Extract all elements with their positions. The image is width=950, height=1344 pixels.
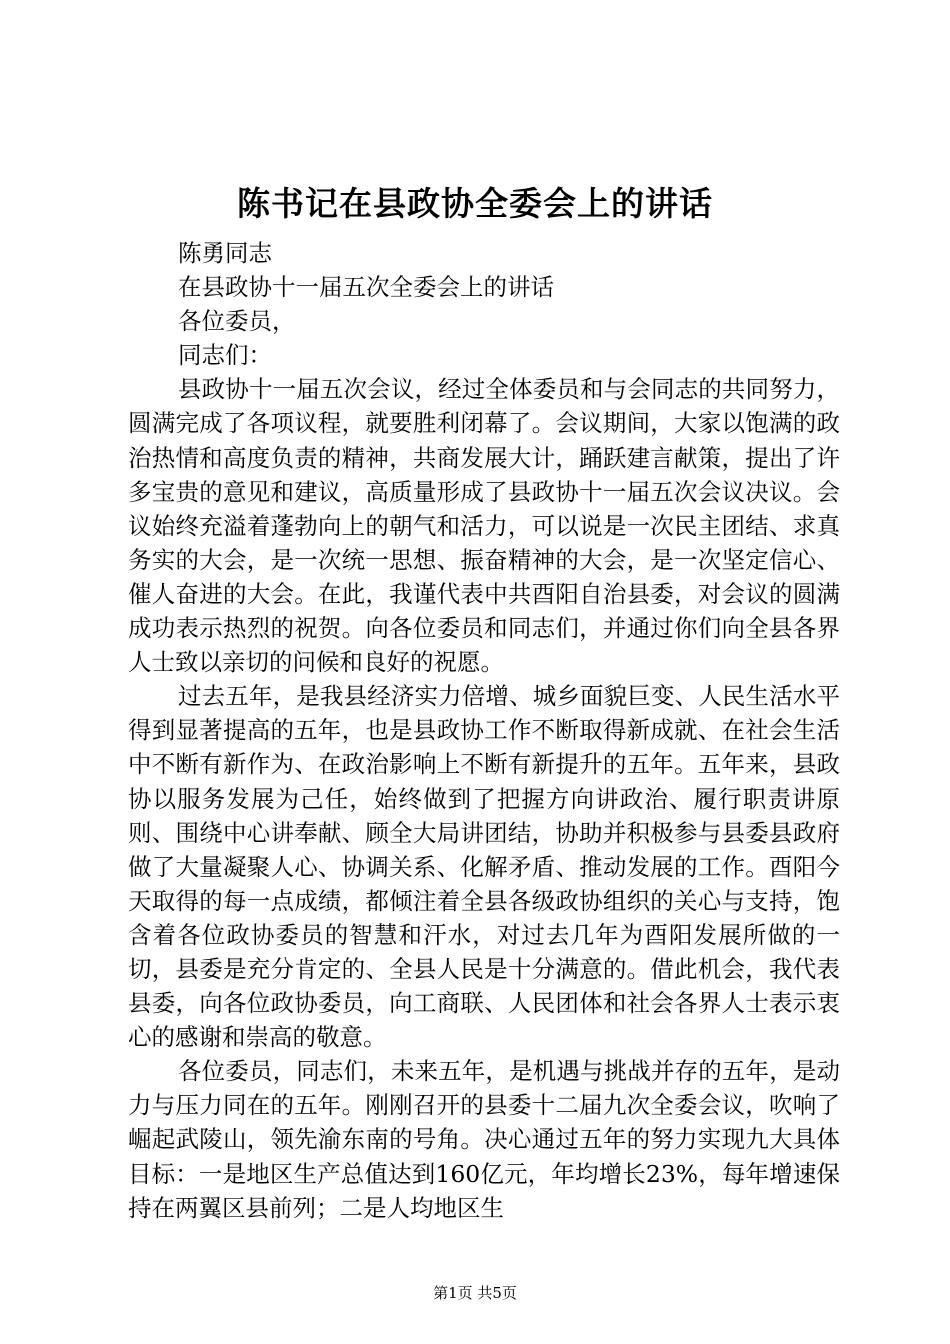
greeting-line-1: 各位委员，	[178, 307, 296, 336]
author-line: 陈勇同志	[178, 239, 272, 267]
paragraph-2: 过去五年，是我县经济实力倍增、城乡面貌巨变、人民生活水平得到显著提高的五年，也是县政协工作不断取得新成就、在社会生活中不断有新作为、在政治影响上不断有新提升的五年。五年来，县政协以服务发展为己任，始终做到了把握方向讲政治、履行职责讲原则、围绕中心讲奉献、顾全大局讲团结，协助并积极参与县委县政府做了大量凝聚人心、协调关系、化解矛盾、推动发展的工作。酉阳今天取得的每一点成绩，都倾注着全县各级政协组织的关心与支持，饱含着各位政协委员的智慧和汗水，对过去几年为酉阳发展所做的一切，县委是充分肯定的、全县人民是十分满意的。借此机会，我代表县委，向各位政协委员，向工商联、人民团体和社会各界人士表示衷心的感谢和崇高的敬意。	[128, 682, 840, 1052]
paragraph-3: 各位委员，同志们，未来五年，是机遇与挑战并存的五年，是动力与压力同在的五年。刚刚召开的县委十二届九次全委会议，吹响了崛起武陵山，领先渝东南的号角。决心通过五年的努力实现九大具体目标：一是地区生产总值达到160亿元，年均增长23%，每年增速保持在两翼区县前列；二是人均地区生	[128, 1057, 840, 1222]
document-body	[128, 236, 840, 1225]
subtitle-line: 在县政协十一届五次全委会上的讲话	[178, 273, 554, 302]
greeting-line-2: 同志们：	[178, 341, 272, 370]
page-footer: 第1页 共5页	[433, 1284, 517, 1302]
paragraph-1: 县政协十一届五次会议，经过全体委员和与会同志的共同努力，圆满完成了各项议程，就要胜利闭幕了。会议期间，大家以饱满的政治热情和高度负责的精神，共商发展大计，踊跃建言献策，提出了许多宝贵的意见和建议，高质量形成了县政协十一届五次会议决议。会议始终充溢着蓬勃向上的朝气和活力，可以说是一次民主团结、求真务实的大会，是一次统一思想、振奋精神的大会，是一次坚定信心、催人奋进的大会。在此，我谨代表中共酉阳自治县委，对会议的圆满成功表示热烈的祝贺。向各位委员和同志们，并通过你们向全县各界人士致以亲切的问候和良好的祝愿。	[128, 375, 840, 677]
document-title: 陈书记在县政协全委会上的讲话	[237, 184, 713, 223]
